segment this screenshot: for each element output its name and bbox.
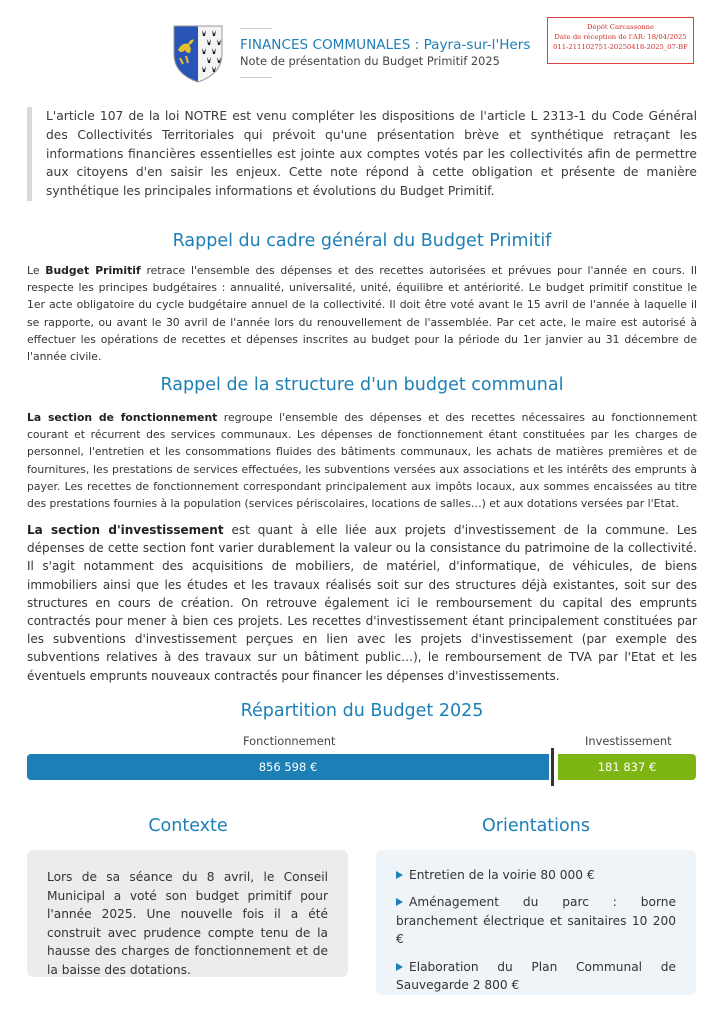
contexte-box (27, 850, 348, 977)
section-investissement-text (27, 521, 697, 685)
contexte-title: Contexte (148, 816, 228, 836)
triangle-right-icon (396, 871, 403, 879)
orientation-item (396, 893, 676, 948)
investissement-body: est quant à elle liée aux projets d'investissement de la commune. Les dépenses de cette section font varier durablement la valeur ou la consistance du patrimoine de la collectivité. Il s'agit notamment des acquisitions de mobiliers, de matériel, d'informatique, de véhicules, de biens immobiliers ainsi que les études et les travaux réalisés soit sur des structures déjà existantes, soit sur des structures en cours de création. On retrouve également ici le remboursement du capital des emprunts contractés pour mener à bien ces projets. Les recettes d'investissement étant principalement constituées par les subventions d'investissement perçues en lien avec les projets d'investissement (par exemple des subventions relatives à des travaux sur un bâtiment public…), le remboursement de TVA par l'Etat et les éventuels emprunts nouveaux contractés pour financer les dépenses d'investissements. (27, 523, 697, 683)
investissement-label: Investissement (585, 734, 672, 748)
reception-stamp (547, 17, 694, 64)
fonctionnement-bold: La section de fonctionnement (27, 411, 218, 424)
fonctionnement-bar (27, 754, 549, 780)
section-fonctionnement-text (27, 409, 697, 512)
document-title: FINANCES COMMUNALES : Payra-sur-l'Hers (240, 37, 531, 53)
budget-title: Répartition du Budget 2025 (240, 701, 484, 721)
triangle-right-icon (396, 898, 403, 906)
contexte-text: Lors de sa séance du 8 avril, le Conseil Municipal a voté son budget primitif pour l'année 2025. Une nouvelle fois il a été construit avec prudence compte tenu de la hausse des charges de fonctionnement et de la baisse des dotations. (47, 870, 328, 977)
fonctionnement-value: 856 598 € (258, 760, 318, 774)
page-header (0, 0, 724, 100)
orientation-item-text: Entretien de la voirie 80 000 € (409, 868, 595, 882)
investissement-value: 181 837 € (597, 760, 657, 774)
orientation-item (396, 958, 676, 995)
bar-separator (551, 748, 554, 786)
section-cadre-bold: Budget Primitif (45, 264, 141, 277)
section-cadre-body: retrace l'ensemble des dépenses et des recettes autorisées et prévues pour l'année en cours. Il respecte les principes budgétaires : annualité, universalité, unité, équilibre et antériorité. Le budget primitif constitue le 1er acte obligatoire du cycle budgétaire annuel de la collectivité. Il doit être voté avant le 15 avril de l'année à laquelle il se rapporte, ou avant le 30 avril de l'année lors du renouvellement de l'assemblée. Par cet acte, le maire est autorisé à effectuer les opérations de recettes et dépenses inscrites au budget pour la période du 1er janvier au 31 décembre de l'année civile. (27, 264, 697, 364)
investissement-bold: La section d'investissement (27, 523, 224, 537)
investissement-bar (558, 754, 696, 780)
heraldic-shield-icon (172, 24, 224, 84)
orientations-box (376, 850, 696, 995)
section-cadre-title: Rappel du cadre général du Budget Primitif (172, 231, 552, 251)
fonctionnement-label: Fonctionnement (243, 734, 336, 748)
stamp-line-3: 011-211102751-20250418-2025_07-BF (553, 43, 688, 51)
section-cadre-lead: Le (27, 264, 46, 277)
section-structure-title: Rappel de la structure d'un budget communal (160, 375, 564, 395)
orientation-item-text: Aménagement du parc : borne branchement électrique et sanitaires 10 200 € (396, 895, 676, 947)
orientations-title: Orientations (482, 816, 590, 836)
header-text-block (240, 28, 560, 78)
header-rule-top (240, 28, 272, 29)
header-rule-bottom (240, 77, 272, 78)
section-cadre-text (27, 262, 697, 365)
triangle-right-icon (396, 963, 403, 971)
intro-quote: L'article 107 de la loi NOTRE est venu compléter les dispositions de l'article L 2313-1 du Code Général des Collectivités Territoriales qui prévoit qu'une présentation brève et synthétique retraçant les informations financières essentielles est jointe aux comptes votés par les collectivités afin de permettre aux citoyens d'en saisir les enjeux. Cette note répond à cette obligation et présente de manière synthétique les principales informations et évolutions du Budget Primitif. (27, 107, 697, 201)
fonctionnement-body: regroupe l'ensemble des dépenses et des recettes nécessaires au fonctionnement courant et récurrent des services communaux. Les dépenses de fonctionnement étant constituées par les charges de personnel, l'entretien et les consommations fluides des bâtiments communaux, les achats de matières premières et de fournitures, les prestations de services effectuées, les subventions versées aux associations et les intérêts des emprunts à payer. Les recettes de fonctionnement correspondant principalement aux impôts locaux, aux sommes encaissées au titre des prestations fournies à la population (services périscolaires, locations de salles…) et aux dotations versées par l'Etat. (27, 411, 697, 511)
stamp-line-2: Date de réception de l'AR: 18/04/2025 (554, 33, 687, 41)
orientation-item (396, 866, 676, 884)
orientation-item-text: Elaboration du Plan Communal de Sauvegarde 2 800 € (396, 959, 676, 993)
document-subtitle: Note de présentation du Budget Primitif 2025 (240, 54, 500, 68)
stamp-line-1: Dépôt Carcassonne (586, 23, 654, 31)
